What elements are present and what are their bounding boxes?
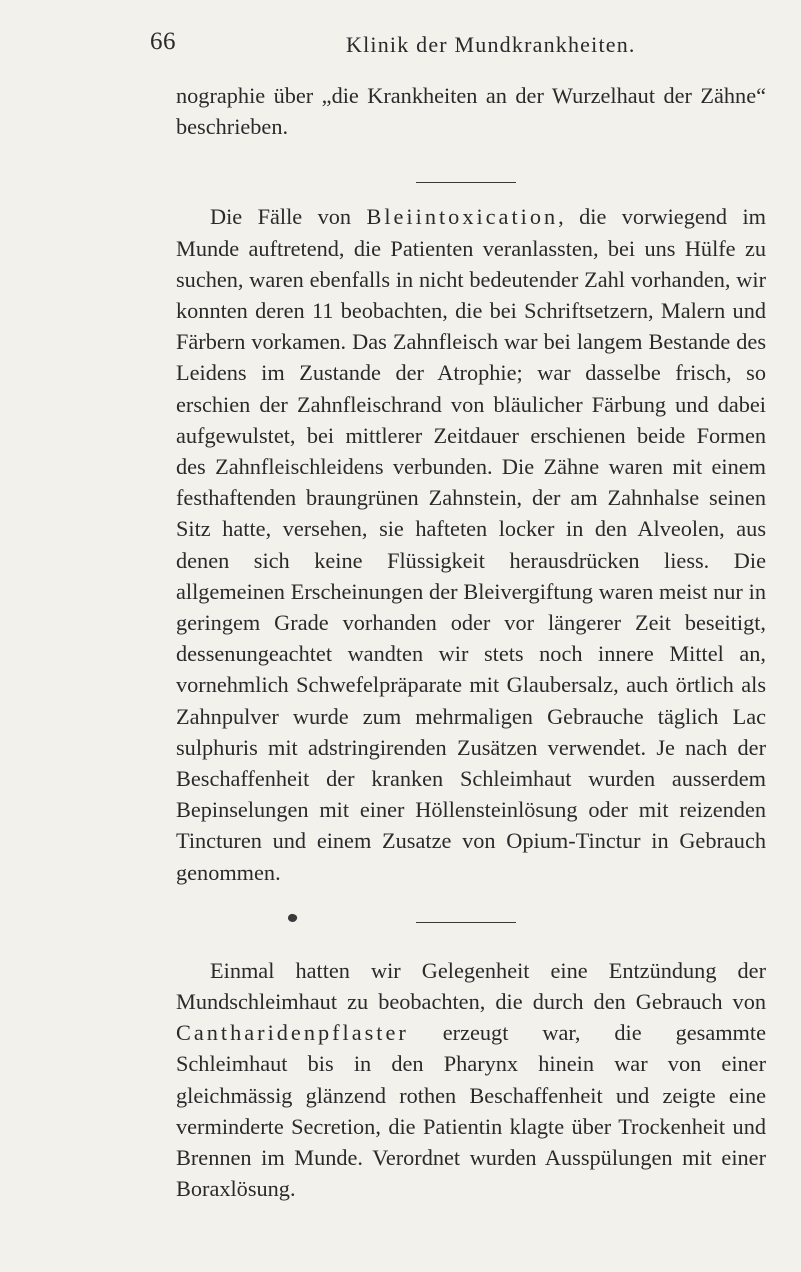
paragraph-lead-poisoning — [176, 201, 766, 887]
ink-blot-mark — [287, 913, 298, 924]
body-text — [176, 80, 766, 1205]
emphasized-term: Bleiintoxication — [366, 204, 559, 230]
paragraph-text: erzeugt war, die gesammte Schleimhaut bis in den Pharynx hinein war von einer gleichmässig glänzend rothen Beschaffenheit und zeigte eine verminderte Secretion, die Patientin klagte über Trockenheit und Brennen im Munde. Verordnet wurden Ausspülungen mit einer Boraxlösung. — [176, 1020, 766, 1202]
running-head: Klinik der Mundkrankheiten. — [346, 32, 636, 57]
emphasized-term: Cantharidenpflaster — [176, 1020, 409, 1046]
page-header — [150, 28, 770, 68]
paragraph-cantharides — [176, 955, 766, 1205]
paragraph-text: , die vorwiegend im Munde auftretend, die Patienten veranlassten, bei uns Hülfe zu suchen, waren ebenfalls in nicht bedeutender Zahl vorhanden, wir konnten deren 11 beobachten, die bei Schriftsetzern, Malern und Färbern vorkamen. Das Zahnfleisch war bei langem Bestande des Leidens im Zustande der Atrophie; war dasselbe frisch, so erschien der Zahnfleischrand von bläulicher Färbung und dabei aufgewulstet, bei mittlerer Zeitdauer erschienen beide Formen des Zahnfleischleidens verbunden. Die Zähne waren mit einem festhaftenden braungrünen Zahnstein, der am Zahnhalse seinen Sitz hatte, versehen, sie hafteten locker in den Alveolen, aus denen sich keine Flüssigkeit herausdrücken liess. Die allgemeinen Erscheinungen der Bleivergiftung waren meist nur in geringem Grade vorhanden oder vor längerer Zeit beseitigt, dessenungeachtet wandten wir stets noch innere Mittel an, vornehmlich Schwefelpräparate mit Glaubersalz, auch örtlich als Zahnpulver wurde zum mehrmaligen Gebrauche täglich Lac sulphuris mit adstringirenden Zusätzen verwendet. Je nach der Beschaffenheit der kranken Schleimhaut wurden ausserdem Bepinselungen mit einer Höllensteinlösung oder mit reizenden Tincturen und einem Zusatze von Opium-Tinctur in Gebrauch genommen. — [176, 204, 766, 885]
section-divider — [416, 182, 516, 183]
section-divider — [416, 922, 516, 923]
section-divider-wrap — [176, 922, 766, 923]
page-number: 66 — [150, 28, 176, 55]
paragraph-text: Einmal hatten wir Gelegenheit eine Entzündung der Mundschleimhaut zu beobachten, die durch den Gebrauch von — [176, 957, 766, 1015]
paragraph-continuation: nographie über „die Krankheiten an der Wurzelhaut der Zähne“ beschrieben. — [176, 83, 766, 140]
paragraph-text: Die Fälle von — [210, 204, 367, 230]
